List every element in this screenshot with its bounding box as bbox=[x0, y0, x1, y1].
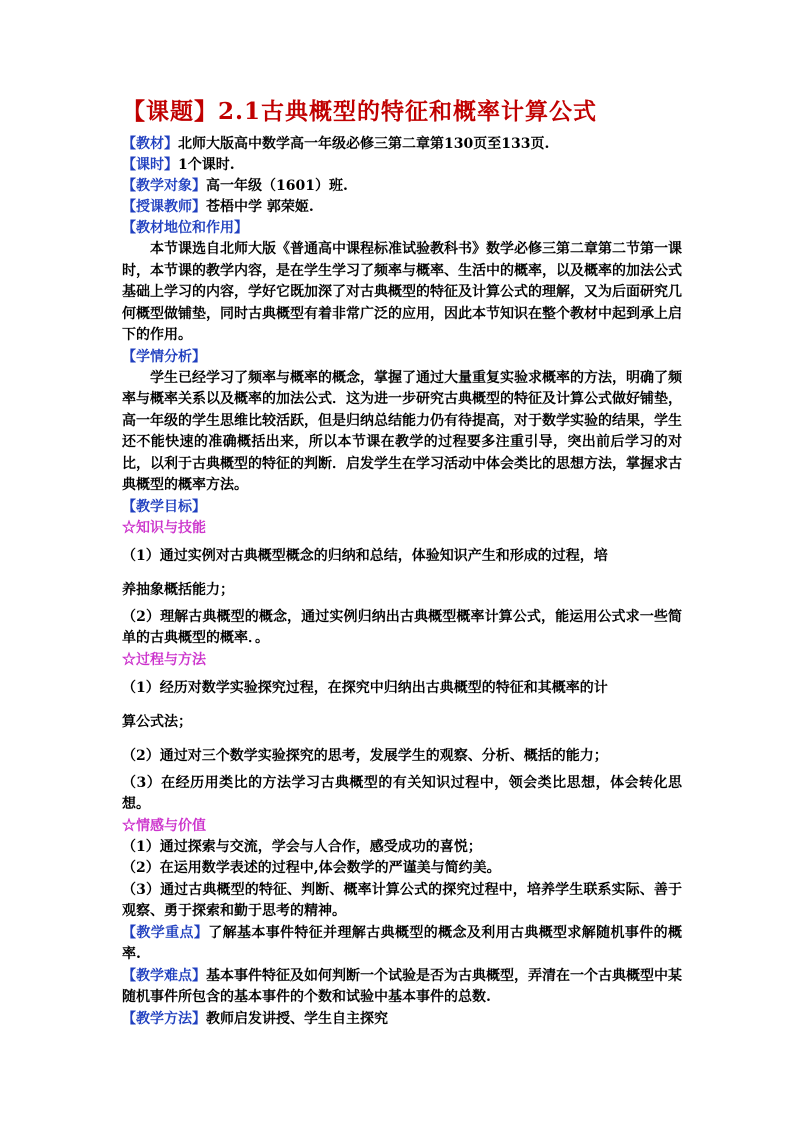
difficulties: 【教学难点】基本事件特征及如何判断一个试验是否为古典概型，弄清在一个古典概型中某随机事件所包含的基本事件的个数和试验中基本事件的总数. bbox=[122, 967, 682, 1005]
lesson-plan-document bbox=[122, 96, 682, 1030]
emotion-item-1: （1）通过探索与交流，学会与人合作，感受成功的喜悦； bbox=[122, 838, 482, 855]
title-bracket: 【课题】 bbox=[122, 98, 218, 125]
info-textbook: 【教材】北师大版高中数学高一年级必修三第二章第130页至133页. bbox=[122, 136, 550, 152]
lesson-title bbox=[122, 96, 682, 128]
process-item-1b: 算公式法； bbox=[122, 713, 192, 730]
analysis-paragraph: 学生已经学习了频率与概率的概念，掌握了通过大量重复实验求概率的方法，明确了频率与概率关系以及概率的加法公式．这为进一步研究古典概型的特征及计算公式做好铺垫，高一年级的学生思维比较活跃，但是归纳总结能力仍有待提高，对于数学实验的结果，学生还不能快速的准确概括出来，所以本节课在教学的过程要多注重引导，突出前后学习的对比，以利于古典概型的特征的判断．启发学生在学习活动中体会类比的思想方法，掌握求古典概型的概率方法。 bbox=[122, 369, 682, 493]
knowledge-item-1a: （1）通过实例对古典概型概念的归纳和总结，体验知识产生和形成的过程，培 bbox=[122, 547, 608, 564]
knowledge-item-2: （2）理解古典概型的概念，通过实例归纳出古典概型概率计算公式，能运用公式求一些简单的古典概型的概率．。 bbox=[122, 608, 682, 646]
title-text: 2.1古典概型的特征和概率计算公式 bbox=[218, 98, 598, 125]
emotion-item-3: （3）通过古典概型的特征、判断、概率计算公式的探究过程中，培养学生联系实际、善于观察、勇于探索和勤于思考的精神。 bbox=[122, 881, 682, 919]
emotion-heading: ☆情感与价值 bbox=[122, 817, 206, 834]
methods: 【教学方法】教师启发讲授、学生自主探究 bbox=[122, 1010, 388, 1027]
analysis-heading: 【学情分析】 bbox=[122, 348, 206, 365]
process-heading: ☆过程与方法 bbox=[122, 651, 206, 668]
material-role-paragraph: 本节课选自北师大版《普通高中课程标准试验教科书》数学必修三第二章第二节第一课时，本节课的教学内容，是在学生学习了频率与概率、生活中的概率，以及概率的加法公式基础上学习的内容，学好它既加深了对古典概型的特征及计算公式的理解，又为后面研究几何概型做铺垫，同时古典概型有着非常广泛的应用，因此本节知识在整个教材中起到承上启下的作用。 bbox=[122, 241, 682, 343]
goals-heading: 【教学目标】 bbox=[122, 498, 206, 515]
emotion-item-2: （2）在运用数学表述的过程中,体会数学的严谨美与简约美。 bbox=[122, 860, 501, 876]
info-teacher: 【授课教师】苍梧中学 郭荣姬. bbox=[122, 199, 314, 215]
info-audience: 【教学对象】高一年级（1601）班. bbox=[122, 178, 348, 194]
info-class-hours: 【课时】1个课时. bbox=[122, 157, 235, 173]
knowledge-heading: ☆知识与技能 bbox=[122, 519, 206, 536]
key-points: 【教学重点】了解基本事件特征并理解古典概型的概念及利用古典概型求解随机事件的概率. bbox=[122, 924, 683, 962]
process-item-3: （3）在经历用类比的方法学习古典概型的有关知识过程中，领会类比思想，体会转化思想。 bbox=[122, 774, 682, 812]
process-item-2: （2）通过对三个数学实验探究的思考，发展学生的观察、分析、概括的能力； bbox=[122, 747, 608, 764]
process-item-1a: （1）经历对数学实验探究过程，在探究中归纳出古典概型的特征和其概率的计 bbox=[122, 679, 608, 696]
knowledge-item-1b: 养抽象概括能力； bbox=[122, 581, 234, 598]
info-material-role-heading: 【教材地位和作用】 bbox=[122, 220, 248, 236]
